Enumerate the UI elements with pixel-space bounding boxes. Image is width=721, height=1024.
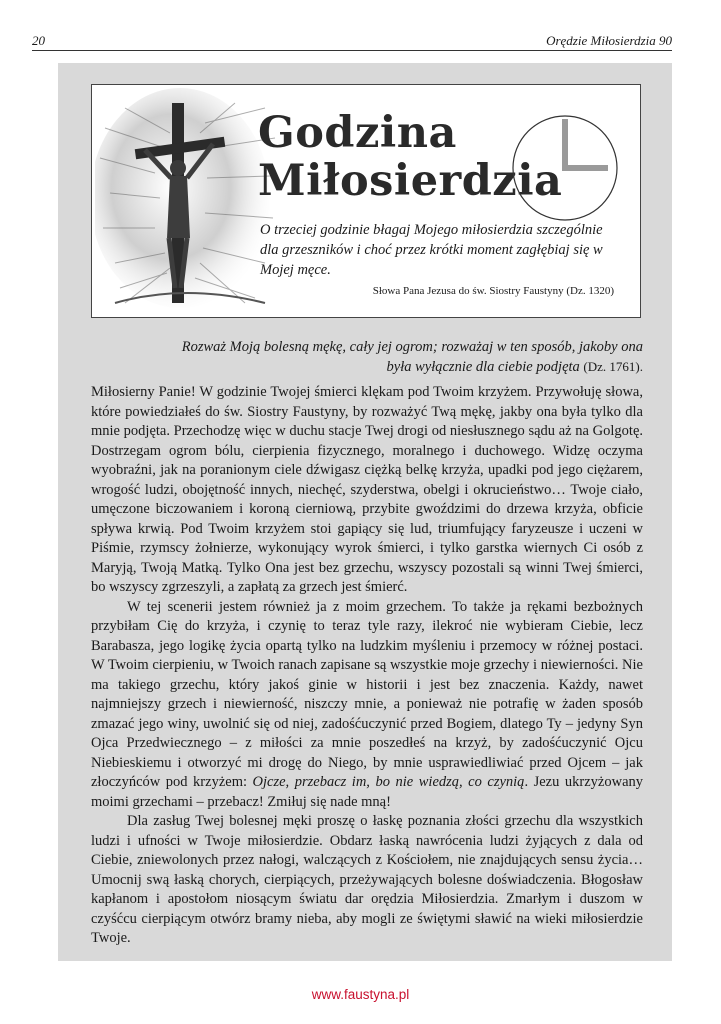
body-paragraph-2 [91,598,643,813]
page-number: 20 [32,33,45,48]
epigraph-text: Rozważ Moją bolesną mękę, cały jej ogrom; rozważaj w ten sposób, jakoby ona była wyłącznie dla ciebie podjęta [181,339,643,375]
paragraph-2-end: . Jezu ukrzyżowany moimi grzechami – przebacz! Zmiłuj się nade mną! [91,774,643,810]
clock-icon [510,113,620,223]
epigraph [160,337,643,377]
article-body [91,383,643,949]
epigraph-reference: (Dz. 1761). [583,359,643,374]
footer-website-link[interactable]: www.faustyna.pl [311,987,410,1002]
body-paragraph-3: Dla zasług Twej bolesnej męki proszę o łaskę poznania złości grzechu dla wszystkich ludzi i ufności w Twoje miłosierdzie. Obdarz łaską nawrócenia ludzi żyjących z dala od Ciebie, zniewolonych przez nałogi, walczących z Kościołem, nie znajdujących sensu życia… Umocnij swą łaską chorych, cierpiących, przeżywających bolesne doświadczenia. Błogosław kapłanom i apostołom niosącym światu dar orędzia Miłosierdzia. Zmarłym i duszom w czyśćcu cierpiącym otwórz bramy nieba, aby mogli ze świętymi sławić na wieki miłosierdzie Twoje. [91,813,643,946]
quote-source: Słowa Pana Jezusa do św. Siostry Faustyny (Dz. 1320) [372,285,614,297]
running-title: Orędzie Miłosierdzia 90 [546,33,672,48]
jesus-quote: O trzeciej godzinie błagaj Mojego miłosierdzia szczególnie dla grzeszników i choć przez krótki moment zagłębiaj się w Mojej męce. [260,222,603,278]
crucifix-illustration [95,88,285,313]
paragraph-2-start: W tej scenerii jestem również ja z moim grzechem. To także ja rękami bezbożnych przybiłam Cię do krzyża, i czynię to teraz tyle razy, ilekroć nie wybieram Ciebie, lecz Barabasza, jego logikę życia opartą tylko na ludzkim myśleniu i przemocy w różnej postaci. W Twoim cierpieniu, w Twoich ranach zapisane są wszystkie moje grzechy i niewierności. Nie ma takiego grzechu, który jakoś ginie w historii i jest bez znaczenia. Każdy, nawet najmniejszy grzech i niewierność, niszczy mnie, a ponieważ nie potrafię w żaden sposób zmazać jego winy, uwolnić się od niej, zadośćuczynić przed Bogiem, dlatego Ty – jedyny Syn Ojca Przedwiecznego – z miłości za mnie poszedłeś na krzyż, by zadośćuczynić Ojcu Niebieskiemu i otworzyć mi drogę do Niego, by mnie usprawiedliwiać przed Ojcem – jak złoczyńców pod krzyżem: [91,598,643,790]
title-box [91,84,641,318]
title-line-1: Godzina [258,108,457,158]
gospel-quote: Ojcze, przebacz im, bo nie wiedzą, co czynią [252,774,525,790]
title-line-2: Miłosierdzia [258,156,563,206]
header-rule [32,50,672,51]
body-paragraph-1: Miłosierny Panie! W godzinie Twojej śmierci klękam pod Twoim krzyżem. Przywołuję słowa, które powiedziałeś do św. Siostry Faustyny, by rozważyć Twą mękę, jakby ona była tylko dla mnie podjęta. Przechodzę więc w duchu stacje Twej drogi od niesłusznego sądu aż na Golgotę. Dostrzegam ogrom bólu, cierpienia fizycznego, moralnego i duchowego. Widzę oczyma wyobraźni, jak na poranionym ciele dźwigasz ciężką belkę krzyża, upadki pod jego ciężarem, wrogość ludzi, obojętność innych, niechęć, szyderstwa, obelgi i okrucieństwo… Twoje ciało, umęczone biczowaniem i koroną cierniową, przybite gwoździmi do drzewa krzyża, obficie spływa krwią. Pod Twoim krzyżem stoi gapiący się lud, triumfujący faryzeusze i uczeni w Piśmie, rzymscy żołnierze, wykonujący wyrok śmierci, i tylko garstka wiernych Ci osób z Maryją, Twoją Matką. Tylko Ona jest bez grzechu, wszyscy pozostali są winni Twej śmierci, bo wszyscy zgrzeszyli, a zapłatą za grzech jest śmierć. [91,384,643,595]
